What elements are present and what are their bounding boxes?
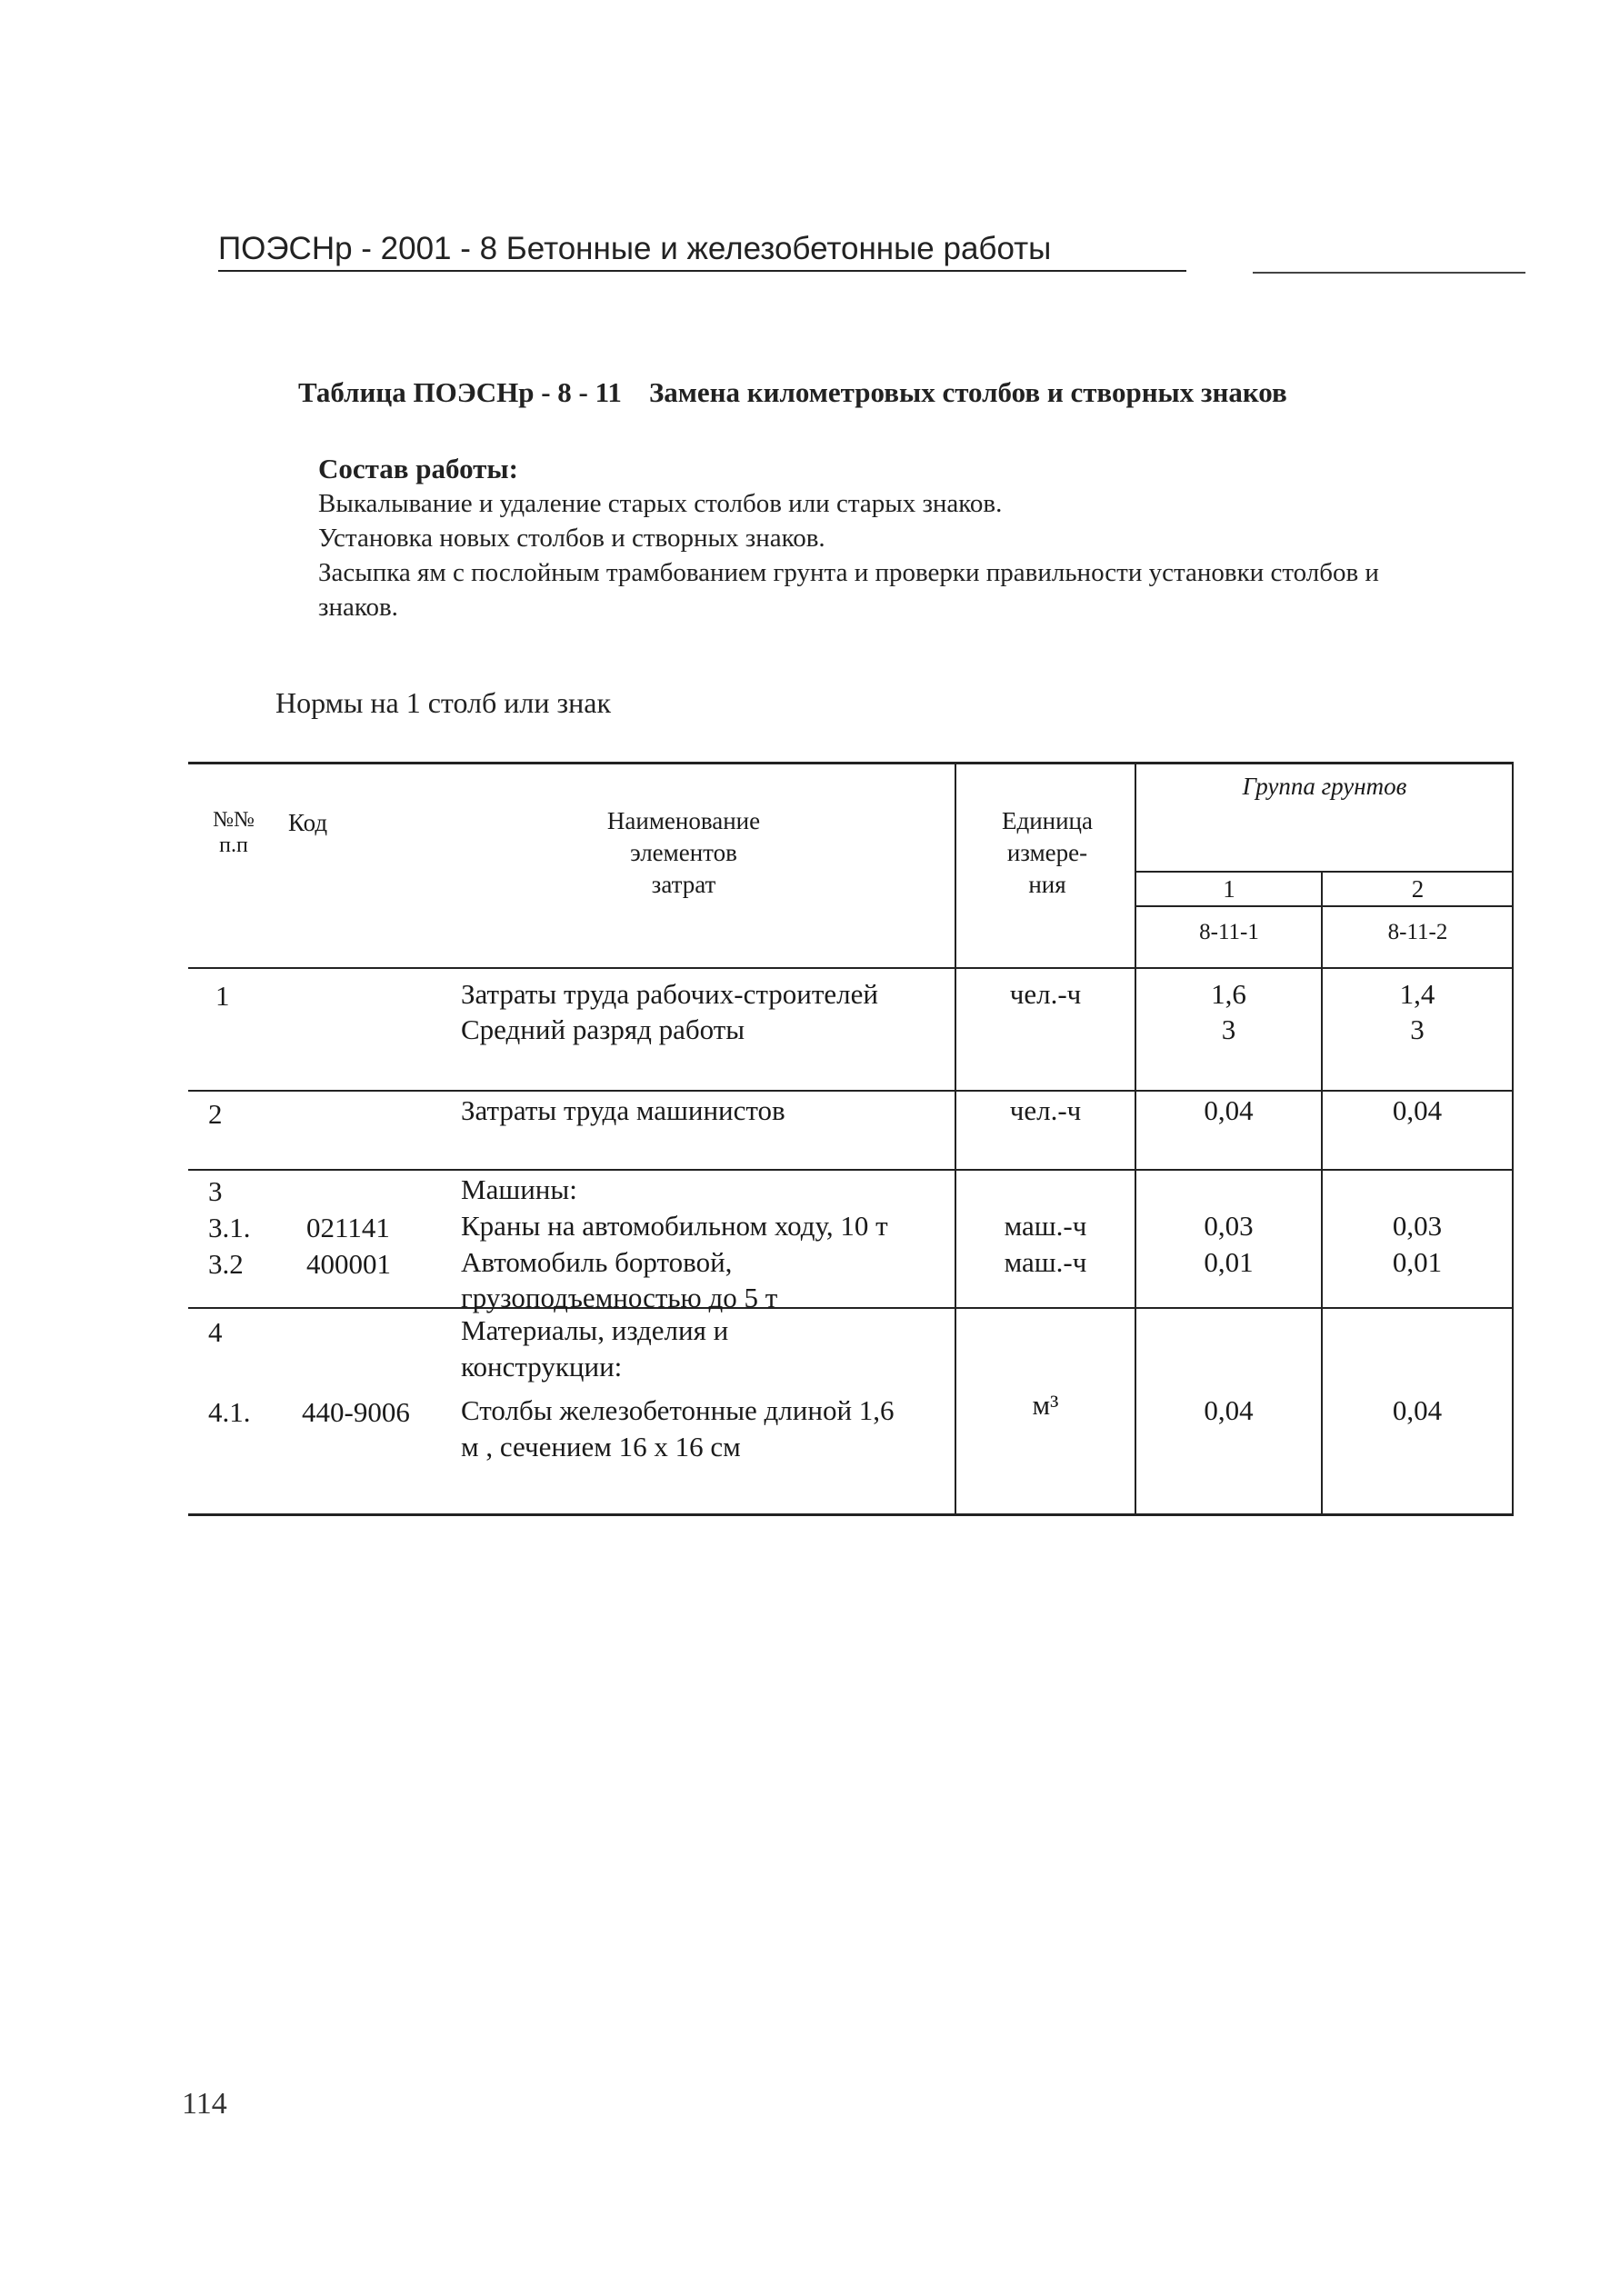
row-name: Затраты труда рабочих-строителей [461, 978, 878, 1010]
header-code-2: 8-11-2 [1387, 920, 1448, 944]
composition-line: Установка новых столбов и створных знаков. [318, 524, 825, 553]
row-value-2: 1,4 [1399, 978, 1435, 1010]
table-title-label: Таблица ПОЭСНр - 8 - 11 [298, 376, 622, 408]
row-divider [188, 1307, 1513, 1309]
row-name: Автомобиль бортовой, [461, 1246, 733, 1278]
table-title-name: Замена километровых столбов и створных знаков [648, 376, 1287, 408]
header-unit: Единица измере- ния [1001, 807, 1093, 898]
header-bottom-border [188, 967, 1513, 969]
row-code: 021141 [306, 1212, 390, 1243]
group-header-rule [1135, 871, 1513, 873]
table-title [298, 376, 1287, 409]
row-unit: чел.-ч [1009, 1094, 1082, 1126]
row-value-1: 1,6 [1211, 978, 1246, 1010]
composition-heading: Состав работы: [318, 453, 518, 484]
row-divider [188, 1169, 1513, 1171]
row-unit: м³ [1032, 1389, 1059, 1421]
column-number-rule [1135, 905, 1513, 907]
table-top-border [188, 762, 1513, 764]
row-name: Столбы железобетонные длиной 1,6 [461, 1394, 895, 1426]
row-value-2: 0,04 [1392, 1094, 1443, 1126]
header-rule-right [1253, 272, 1525, 274]
norms-table [188, 762, 1513, 1516]
composition-line: Засыпка ям с послойным трамбованием грунта и проверки правильности установки столбов и знаков. [318, 558, 1379, 622]
row-num: 4 [208, 1316, 223, 1348]
row-num: 2 [208, 1098, 223, 1130]
row-name: Машины: [461, 1173, 577, 1205]
header-num: №№ п.п [213, 808, 255, 857]
row-value-2: 0,01 [1392, 1246, 1443, 1278]
table-bottom-border [188, 1513, 1513, 1516]
row-value-1: 0,04 [1204, 1394, 1254, 1426]
row-name: Материалы, изделия и [461, 1314, 729, 1346]
work-composition [318, 452, 1445, 624]
header-code: Код [288, 809, 328, 836]
row-value-2: 0,04 [1392, 1394, 1443, 1426]
header-name: Наименование элементов затрат [606, 807, 761, 898]
row-value-1: 0,04 [1204, 1094, 1254, 1126]
norms-label: Нормы на 1 столб или знак [275, 686, 612, 719]
row-code: 440-9006 [302, 1396, 410, 1428]
row-divider [188, 1090, 1513, 1092]
header-code-1: 8-11-1 [1199, 920, 1259, 944]
header-col-1: 1 [1223, 875, 1235, 903]
row-value-1: 3 [1221, 1013, 1236, 1045]
table-right-border [1512, 762, 1514, 1516]
row-name: Средний разряд работы [461, 1013, 745, 1045]
row-num: 1 [215, 980, 230, 1012]
row-num: 3.1. [208, 1212, 251, 1243]
row-name: конструкции: [461, 1351, 623, 1383]
row-name: Краны на автомобильном ходу, 10 т [461, 1210, 888, 1242]
row-value-1: 0,01 [1204, 1246, 1254, 1278]
row-name: м , сечением 16 х 16 см [461, 1431, 741, 1462]
page-number: 114 [182, 2087, 227, 2121]
header-col-2: 2 [1411, 875, 1425, 903]
row-num: 3.2 [208, 1248, 244, 1280]
running-header: ПОЭСНр - 2001 - 8 Бетонные и железобетонные работы [218, 231, 1052, 266]
row-code: 400001 [306, 1248, 391, 1280]
row-num: 3 [208, 1175, 223, 1207]
row-value-2: 0,03 [1392, 1210, 1443, 1242]
row-num: 4.1. [208, 1396, 251, 1428]
row-name: грузоподъемностью до 5 т [461, 1282, 778, 1313]
row-unit: маш.-ч [1004, 1246, 1087, 1278]
row-unit: чел.-ч [1009, 978, 1082, 1010]
row-unit: маш.-ч [1004, 1210, 1087, 1242]
header-rule [218, 270, 1186, 272]
row-name: Затраты труда машинистов [461, 1094, 785, 1126]
composition-line: Выкалывание и удаление старых столбов или старых знаков. [318, 489, 1003, 518]
row-value-1: 0,03 [1204, 1210, 1254, 1242]
row-value-2: 3 [1410, 1013, 1425, 1045]
header-soil-group: Группа грунтов [1242, 773, 1407, 800]
